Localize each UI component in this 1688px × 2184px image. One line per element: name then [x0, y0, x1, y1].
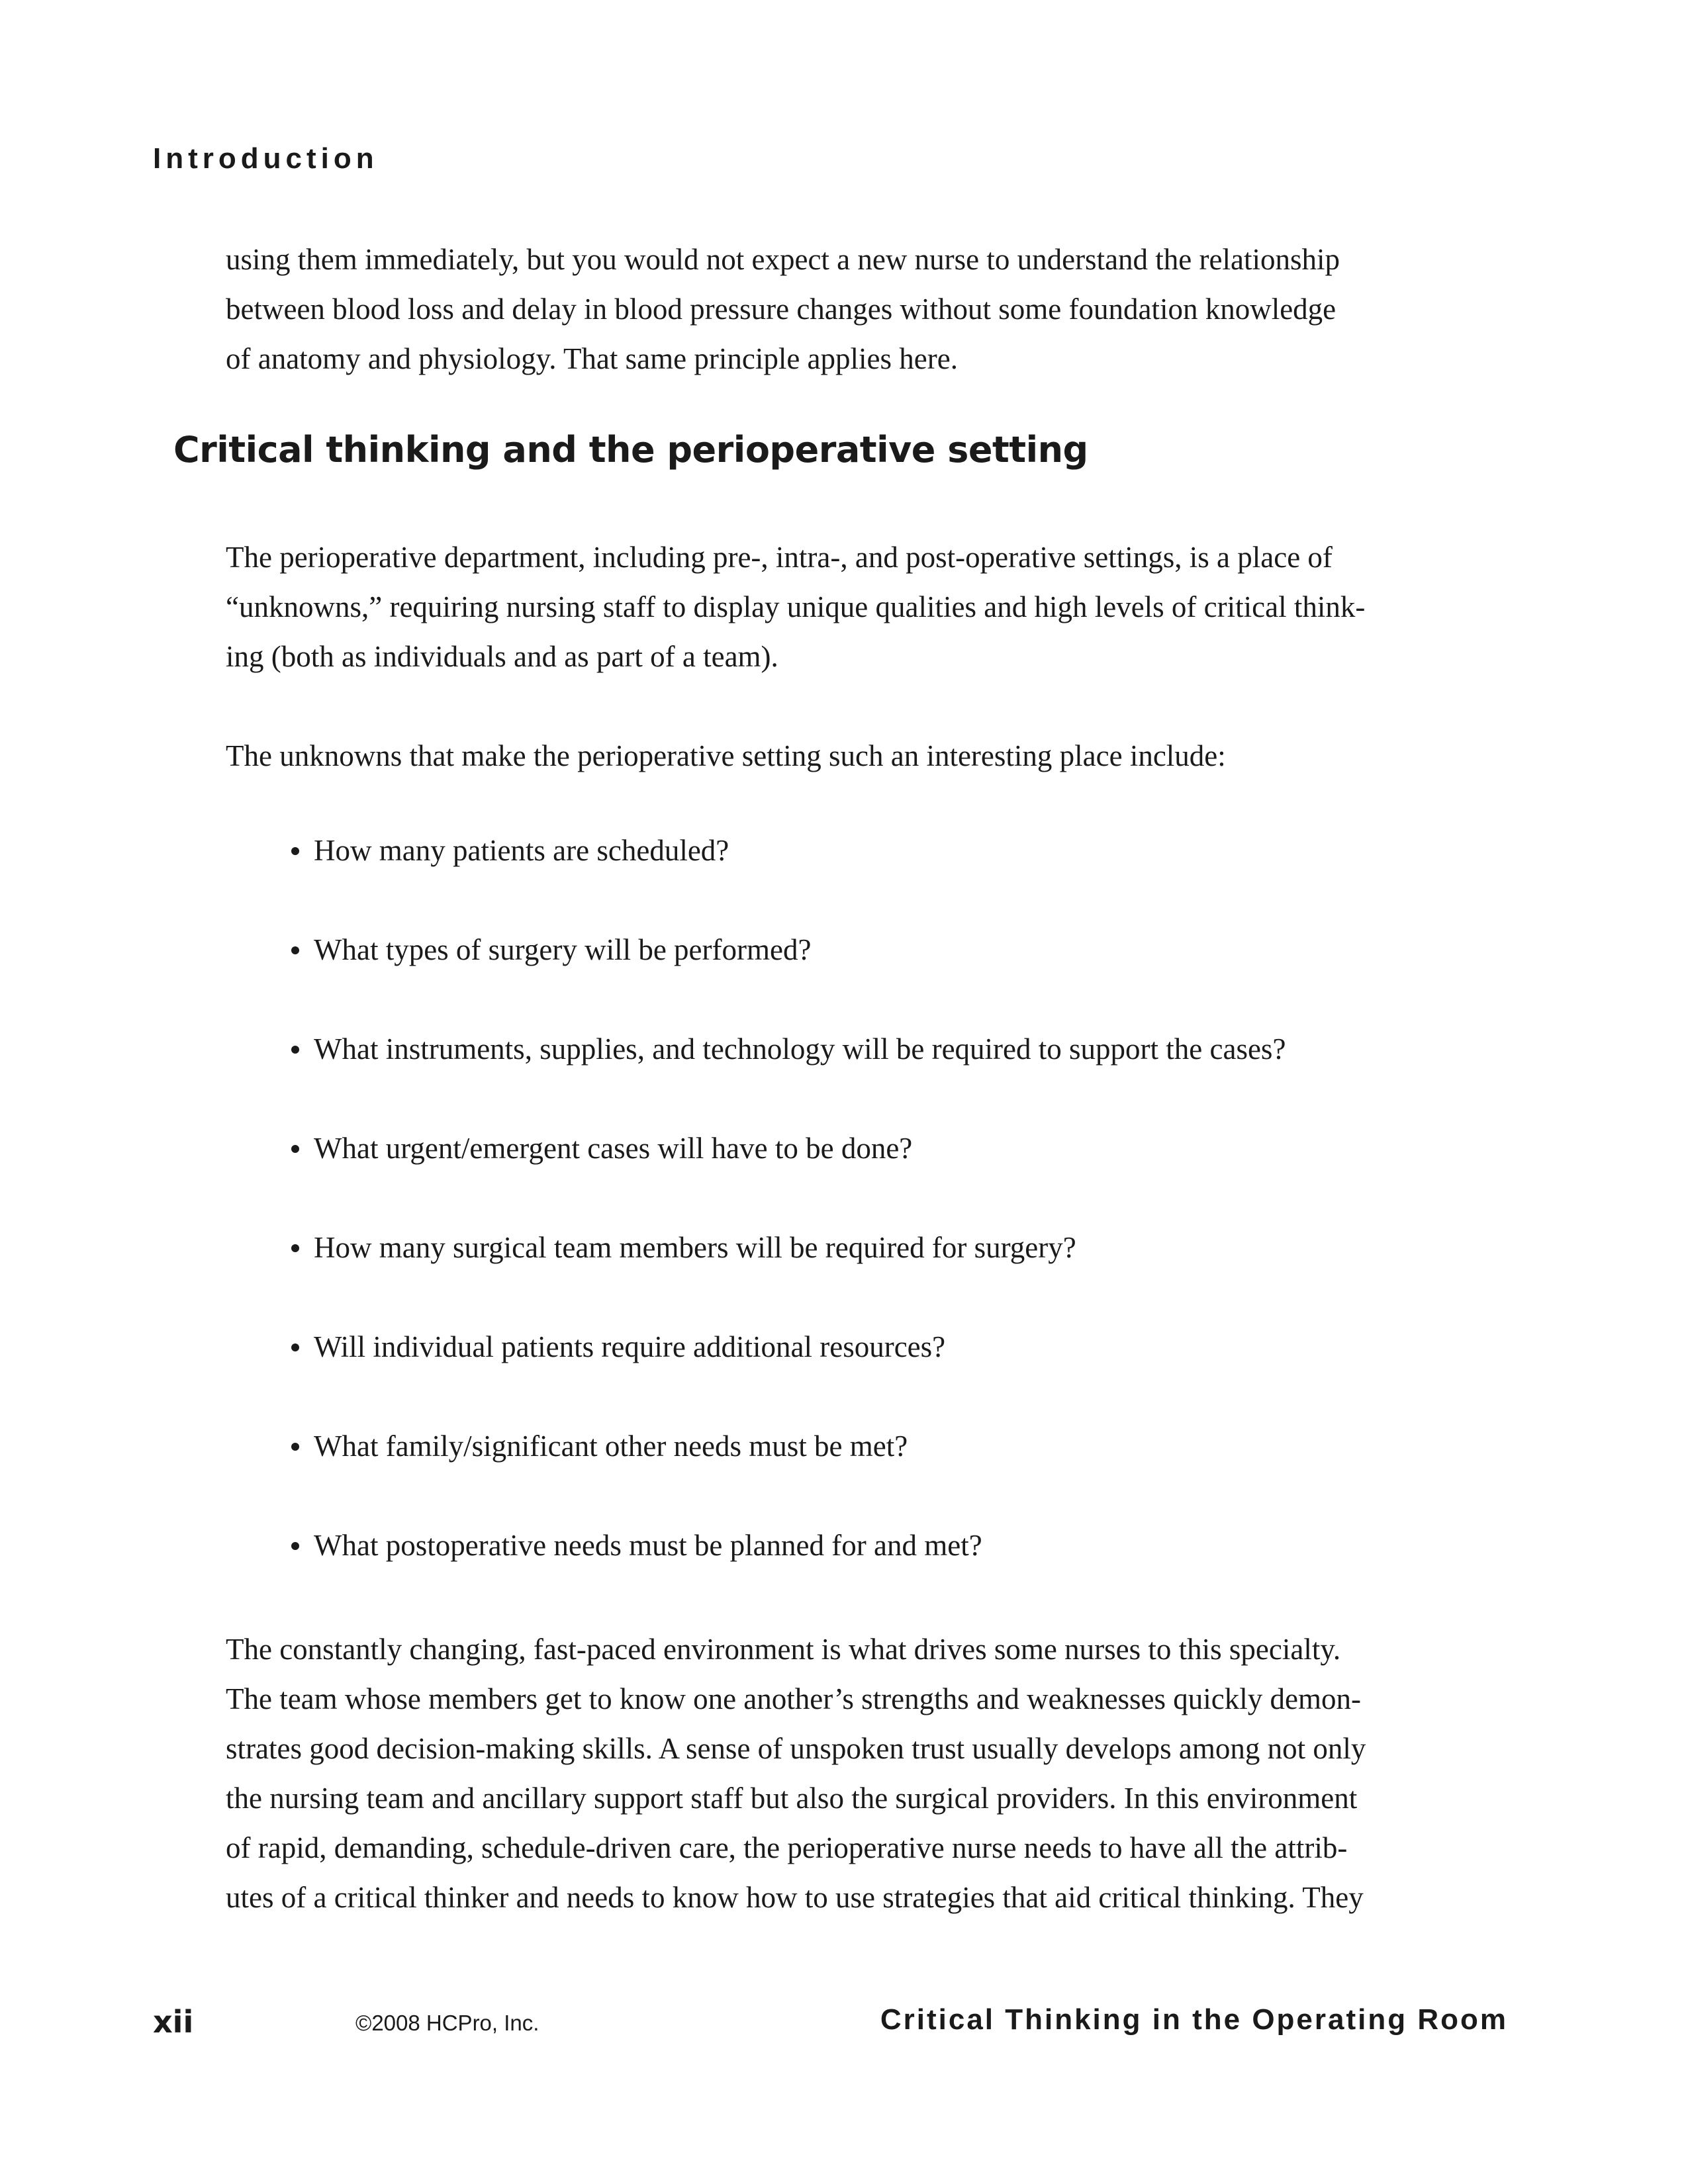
list-item-text: How many patients are scheduled? [314, 834, 729, 867]
text-line: utes of a critical thinker and needs to know how to use strategies that aid critical thinking. They [226, 1881, 1364, 1914]
bullet-icon [291, 1046, 299, 1054]
text-line: “unknowns,” requiring nursing staff to display unique qualities and high levels of critical think- [226, 590, 1366, 623]
list-item [291, 826, 1286, 925]
unknowns-bullet-list [291, 826, 1286, 1620]
bullet-icon [291, 946, 299, 954]
paragraph-perioperative-department [226, 533, 1503, 682]
text-line: of anatomy and physiology. That same principle applies here. [226, 342, 958, 375]
list-item [291, 1521, 1286, 1620]
running-head: Introduction [153, 142, 379, 175]
bullet-icon [291, 1145, 299, 1153]
section-heading: Critical thinking and the perioperative setting [173, 429, 1088, 471]
list-item [291, 1223, 1286, 1322]
list-item-text: What postoperative needs must be planned for and met? [314, 1529, 982, 1562]
text-line: ing (both as individuals and as part of a team). [226, 640, 778, 673]
footer-copyright: ©2008 HCPro, Inc. [355, 2011, 539, 2035]
list-item-text: What urgent/emergent cases will have to be done? [314, 1132, 913, 1165]
footer-page-number: xii [153, 2004, 194, 2040]
text-line: The constantly changing, fast-paced environment is what drives some nurses to this specialty. [226, 1633, 1341, 1666]
text-line: of rapid, demanding, schedule-driven care, the perioperative nurse needs to have all the attrib- [226, 1831, 1348, 1864]
text-line: between blood loss and delay in blood pressure changes without some foundation knowledge [226, 293, 1336, 326]
bullet-icon [291, 1343, 299, 1351]
text-line: The team whose members get to know one another’s strengths and weaknesses quickly demon- [226, 1682, 1361, 1715]
footer-book-title: Critical Thinking in the Operating Room [880, 2003, 1508, 2036]
list-item-text: What instruments, supplies, and technology will be required to support the cases? [314, 1032, 1286, 1066]
bullet-icon [291, 1443, 299, 1451]
list-item-text: How many surgical team members will be required for surgery? [314, 1231, 1076, 1264]
list-item [291, 1322, 1286, 1422]
list-item [291, 1024, 1286, 1124]
text-line: The unknowns that make the perioperative setting such an interesting place include: [226, 739, 1226, 772]
bullet-icon [291, 1244, 299, 1252]
bullet-icon [291, 1542, 299, 1550]
list-item [291, 925, 1286, 1024]
list-item-text: What types of surgery will be performed? [314, 933, 812, 966]
list-item [291, 1422, 1286, 1521]
list-item-text: What family/significant other needs must be met? [314, 1430, 908, 1463]
list-item-text: Will individual patients require additional resources? [314, 1330, 946, 1363]
text-line: The perioperative department, including pre-, intra-, and post-operative settings, is a place of [226, 541, 1333, 574]
intro-paragraph [226, 235, 1503, 384]
paragraph-unknowns-intro [226, 731, 1503, 781]
text-line: the nursing team and ancillary support staff but also the surgical providers. In this environment [226, 1782, 1358, 1815]
text-line: using them immediately, but you would not expect a new nurse to understand the relationship [226, 243, 1340, 276]
paragraph-fast-paced-environment [226, 1625, 1503, 1923]
list-item [291, 1124, 1286, 1223]
bullet-icon [291, 847, 299, 855]
text-line: strates good decision-making skills. A sense of unspoken trust usually develops among not only [226, 1732, 1366, 1765]
